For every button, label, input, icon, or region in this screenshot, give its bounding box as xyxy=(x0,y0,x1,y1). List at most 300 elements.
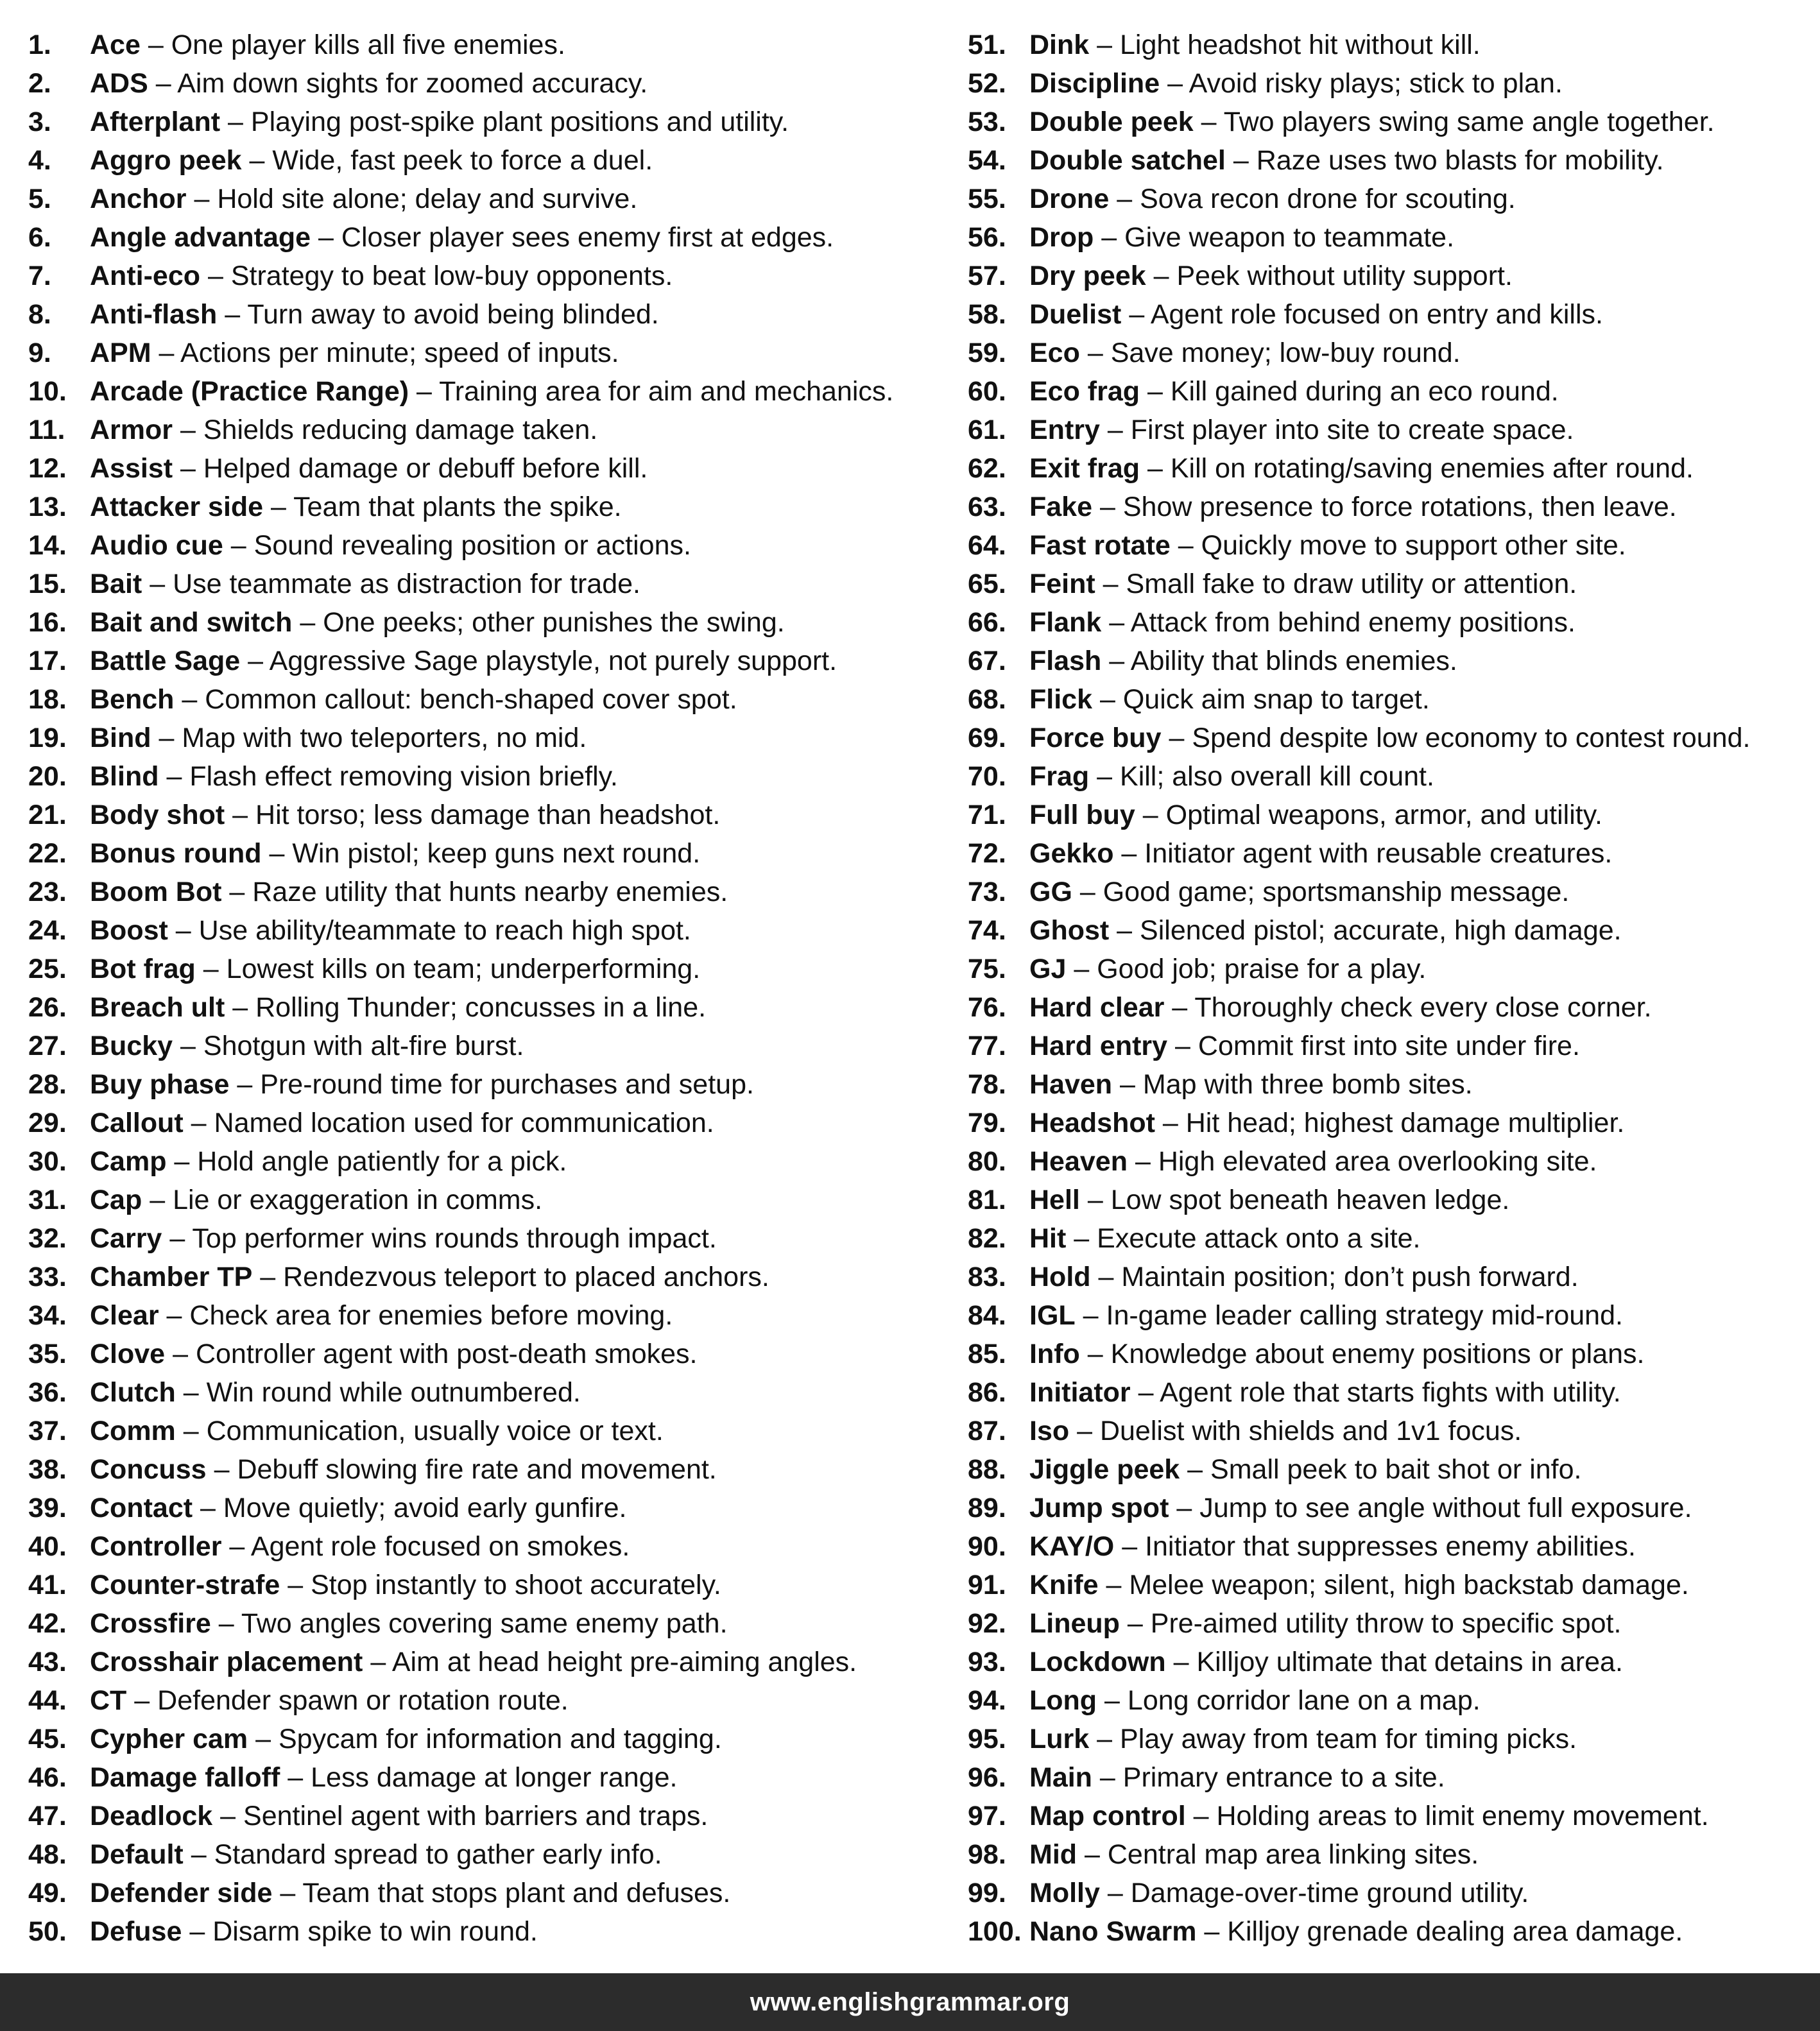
entry-term: Dry peek xyxy=(1029,261,1146,291)
glossary-entry xyxy=(28,1065,940,1104)
entry-separator: – xyxy=(237,1069,253,1100)
entry-term: Flick xyxy=(1029,684,1092,715)
entry-definition: Move quietly; avoid early gunfire. xyxy=(223,1493,627,1523)
entry-number: 91. xyxy=(968,1570,1006,1600)
entry-separator: – xyxy=(1122,1531,1138,1562)
entry-separator: – xyxy=(232,800,248,830)
entry-definition: Primary entrance to a site. xyxy=(1122,1762,1445,1793)
glossary-entry xyxy=(28,950,940,988)
entry-separator: – xyxy=(318,222,334,253)
entry-term: Main xyxy=(1029,1762,1092,1793)
entry-number: 5. xyxy=(28,184,51,214)
entry-separator: – xyxy=(159,338,175,368)
entry-definition: Duelist with shields and 1v1 focus. xyxy=(1099,1416,1522,1446)
entry-definition: Check area for enemies before moving. xyxy=(189,1300,673,1331)
entry-separator: – xyxy=(1117,915,1133,946)
glossary-entry xyxy=(28,1720,940,1758)
entry-definition: Knowledge about enemy positions or plans. xyxy=(1110,1339,1645,1369)
entry-term: Contact xyxy=(90,1493,193,1523)
entry-separator: – xyxy=(232,992,248,1023)
entry-separator: – xyxy=(1099,1762,1115,1793)
entry-number: 61. xyxy=(968,415,1006,445)
entry-term: Bait and switch xyxy=(90,607,293,638)
entry-separator: – xyxy=(248,646,264,676)
glossary-entry xyxy=(28,911,940,950)
entry-definition: Hold site alone; delay and survive. xyxy=(217,184,638,214)
entry-term: Lurk xyxy=(1029,1724,1090,1754)
entry-definition: Central map area linking sites. xyxy=(1107,1839,1479,1870)
glossary-entry xyxy=(28,719,940,757)
entry-term: Boost xyxy=(90,915,168,946)
entry-definition: Strategy to beat low-buy opponents. xyxy=(230,261,673,291)
entry-number: 4. xyxy=(28,145,51,176)
entry-number: 90. xyxy=(968,1531,1006,1562)
entry-number: 24. xyxy=(28,915,67,946)
entry-definition: Raze uses two blasts for mobility. xyxy=(1256,145,1664,176)
entry-term: Bench xyxy=(90,684,175,715)
glossary-entry xyxy=(28,1912,940,1951)
entry-number: 59. xyxy=(968,338,1006,368)
entry-definition: Long corridor lane on a map. xyxy=(1127,1685,1481,1716)
entry-separator: – xyxy=(300,607,316,638)
entry-term: Aggro peek xyxy=(90,145,242,176)
entry-definition: Sound revealing position or actions. xyxy=(253,530,691,561)
entry-term: Anchor xyxy=(90,184,187,214)
entry-number: 93. xyxy=(968,1647,1006,1677)
entry-separator: – xyxy=(1167,68,1183,99)
glossary-entry xyxy=(28,488,940,526)
glossary-entry xyxy=(28,603,940,642)
entry-definition: High elevated area overlooking site. xyxy=(1158,1146,1597,1177)
entry-number: 36. xyxy=(28,1377,67,1408)
entry-definition: Show presence to force rotations, then leave. xyxy=(1122,492,1677,522)
entry-number: 95. xyxy=(968,1724,1006,1754)
entry-number: 57. xyxy=(968,261,1006,291)
glossary-entry xyxy=(28,834,940,873)
glossary-entry xyxy=(968,1104,1815,1142)
glossary-entry xyxy=(968,1373,1815,1412)
entry-term: ADS xyxy=(90,68,148,99)
entry-term: Controller xyxy=(90,1531,222,1562)
entry-definition: Top performer wins rounds through impact. xyxy=(192,1223,717,1254)
entry-number: 88. xyxy=(968,1454,1006,1485)
glossary-entry xyxy=(968,950,1815,988)
entry-definition: Hit head; highest damage multiplier. xyxy=(1185,1108,1625,1138)
entry-number: 77. xyxy=(968,1031,1006,1061)
entry-separator: – xyxy=(1193,1801,1209,1831)
entry-separator: – xyxy=(271,492,286,522)
glossary-entry xyxy=(28,449,940,488)
entry-separator: – xyxy=(1175,1031,1190,1061)
entry-number: 100. xyxy=(968,1916,1022,1947)
glossary-entry xyxy=(28,1142,940,1181)
entry-separator: – xyxy=(1127,1608,1143,1639)
entry-definition: Silenced pistol; accurate, high damage. xyxy=(1140,915,1622,946)
entry-term: Lockdown xyxy=(1029,1647,1166,1677)
entry-separator: – xyxy=(1077,1416,1093,1446)
entry-separator: – xyxy=(1129,299,1145,330)
entry-term: Duelist xyxy=(1029,299,1122,330)
entry-separator: – xyxy=(1106,1570,1122,1600)
glossary-entry xyxy=(968,1720,1815,1758)
glossary-entry xyxy=(28,1027,940,1065)
entry-number: 84. xyxy=(968,1300,1006,1331)
glossary-entry xyxy=(968,1181,1815,1219)
entry-separator: – xyxy=(150,1185,166,1215)
entry-term: Bot frag xyxy=(90,954,196,984)
entry-number: 18. xyxy=(28,684,67,715)
entry-term: Clear xyxy=(90,1300,159,1331)
entry-separator: – xyxy=(269,838,285,869)
entry-definition: Debuff slowing fire rate and movement. xyxy=(237,1454,717,1485)
entry-separator: – xyxy=(288,1762,304,1793)
entry-number: 21. xyxy=(28,800,67,830)
glossary-entry xyxy=(968,1566,1815,1604)
entry-term: Drop xyxy=(1029,222,1094,253)
entry-separator: – xyxy=(288,1570,304,1600)
entry-definition: Sentinel agent with barriers and traps. xyxy=(243,1801,708,1831)
glossary-entry xyxy=(28,1566,940,1604)
entry-separator: – xyxy=(260,1262,276,1292)
entry-definition: Hit torso; less damage than headshot. xyxy=(255,800,721,830)
entry-term: Boom Bot xyxy=(90,877,222,907)
entry-separator: – xyxy=(166,761,182,792)
entry-term: Knife xyxy=(1029,1570,1099,1600)
glossary-entry xyxy=(968,1604,1815,1643)
entry-term: Defuse xyxy=(90,1916,182,1947)
entry-number: 3. xyxy=(28,107,51,137)
entry-definition: Defender spawn or rotation route. xyxy=(157,1685,569,1716)
entry-term: Armor xyxy=(90,415,173,445)
entry-term: Jump spot xyxy=(1029,1493,1169,1523)
glossary-entry xyxy=(968,180,1815,218)
entry-definition: Shields reducing damage taken. xyxy=(203,415,598,445)
entry-definition: Team that plants the spike. xyxy=(293,492,622,522)
entry-definition: Lie or exaggeration in comms. xyxy=(173,1185,543,1215)
entry-separator: – xyxy=(1138,1377,1154,1408)
entry-separator: – xyxy=(194,184,210,214)
entry-number: 64. xyxy=(968,530,1006,561)
entry-separator: – xyxy=(182,684,198,715)
glossary-entry xyxy=(968,1912,1815,1951)
entry-term: Buy phase xyxy=(90,1069,230,1100)
entry-separator: – xyxy=(175,915,191,946)
entry-term: Gekko xyxy=(1029,838,1114,869)
entry-term: Concuss xyxy=(90,1454,207,1485)
glossary-entry xyxy=(968,526,1815,565)
entry-number: 56. xyxy=(968,222,1006,253)
glossary-entry xyxy=(28,680,940,719)
glossary-entry xyxy=(968,141,1815,180)
entry-number: 6. xyxy=(28,222,51,253)
entry-number: 60. xyxy=(968,376,1006,407)
glossary-entry xyxy=(968,719,1815,757)
entry-number: 96. xyxy=(968,1762,1006,1793)
entry-term: Carry xyxy=(90,1223,162,1254)
entry-number: 29. xyxy=(28,1108,67,1138)
entry-term: Crosshair placement xyxy=(90,1647,363,1677)
entry-number: 2. xyxy=(28,68,51,99)
entry-separator: – xyxy=(1147,453,1163,484)
entry-term: Comm xyxy=(90,1416,176,1446)
glossary-entry xyxy=(28,1335,940,1373)
entry-number: 50. xyxy=(28,1916,67,1947)
entry-definition: Helped damage or debuff before kill. xyxy=(203,453,648,484)
entry-number: 68. xyxy=(968,684,1006,715)
entry-separator: – xyxy=(148,30,164,60)
entry-definition: Peek without utility support. xyxy=(1176,261,1513,291)
entry-separator: – xyxy=(1178,530,1194,561)
entry-definition: Give weapon to teammate. xyxy=(1124,222,1455,253)
entry-number: 20. xyxy=(28,761,67,792)
glossary-entry xyxy=(968,1489,1815,1527)
entry-term: Breach ult xyxy=(90,992,225,1023)
entry-definition: Stop instantly to shoot accurately. xyxy=(311,1570,721,1600)
entry-definition: Maintain position; don’t push forward. xyxy=(1121,1262,1579,1292)
entry-separator: – xyxy=(1172,992,1188,1023)
entry-definition: Hold angle patiently for a pick. xyxy=(197,1146,567,1177)
entry-definition: Aim at head height pre-aiming angles. xyxy=(391,1647,857,1677)
glossary-entry xyxy=(28,1296,940,1335)
entry-term: Molly xyxy=(1029,1878,1100,1908)
entry-number: 74. xyxy=(968,915,1006,946)
glossary-entry xyxy=(28,1373,940,1412)
entry-number: 11. xyxy=(28,415,65,445)
entry-number: 42. xyxy=(28,1608,67,1639)
entry-term: Double peek xyxy=(1029,107,1194,137)
entry-number: 62. xyxy=(968,453,1006,484)
entry-term: Cypher cam xyxy=(90,1724,248,1754)
entry-separator: – xyxy=(218,1608,234,1639)
glossary-entry xyxy=(28,526,940,565)
entry-definition: Flash effect removing vision briefly. xyxy=(189,761,618,792)
entry-definition: Use ability/teammate to reach high spot. xyxy=(198,915,691,946)
entry-separator: – xyxy=(1201,107,1217,137)
entry-definition: Common callout: bench-shaped cover spot. xyxy=(205,684,737,715)
glossary-entry xyxy=(28,180,940,218)
entry-number: 71. xyxy=(968,800,1006,830)
entry-term: Fast rotate xyxy=(1029,530,1171,561)
entry-definition: Map with three bomb sites. xyxy=(1142,1069,1473,1100)
entry-term: Damage falloff xyxy=(90,1762,280,1793)
entry-definition: Lowest kills on team; underperforming. xyxy=(226,954,701,984)
entry-definition: Communication, usually voice or text. xyxy=(206,1416,664,1446)
entry-separator: – xyxy=(200,1493,216,1523)
glossary-entry xyxy=(968,642,1815,680)
entry-term: Callout xyxy=(90,1108,184,1138)
glossary-entry xyxy=(968,1681,1815,1720)
glossary-entry xyxy=(28,372,940,411)
entry-term: Fake xyxy=(1029,492,1093,522)
entry-definition: Less damage at longer range. xyxy=(311,1762,678,1793)
entry-number: 23. xyxy=(28,877,67,907)
glossary-entry xyxy=(28,218,940,257)
entry-separator: – xyxy=(173,1339,188,1369)
entry-definition: Win pistol; keep guns next round. xyxy=(292,838,701,869)
glossary-entry xyxy=(968,1335,1815,1373)
entry-separator: – xyxy=(1099,684,1115,715)
entry-definition: Small fake to draw utility or attention. xyxy=(1126,569,1577,599)
glossary-entry xyxy=(968,411,1815,449)
entry-number: 87. xyxy=(968,1416,1006,1446)
entry-number: 55. xyxy=(968,184,1006,214)
entry-number: 49. xyxy=(28,1878,67,1908)
entry-number: 28. xyxy=(28,1069,67,1100)
glossary-entry xyxy=(968,1219,1815,1258)
entry-number: 38. xyxy=(28,1454,67,1485)
glossary-entry xyxy=(968,1027,1815,1065)
entry-term: Entry xyxy=(1029,415,1100,445)
entry-number: 16. xyxy=(28,607,67,638)
entry-term: Flank xyxy=(1029,607,1102,638)
entry-separator: – xyxy=(203,954,219,984)
entry-definition: Small peek to bait shot or info. xyxy=(1210,1454,1582,1485)
entry-number: 40. xyxy=(28,1531,67,1562)
entry-separator: – xyxy=(183,1416,199,1446)
entry-separator: – xyxy=(191,1108,207,1138)
glossary-entry xyxy=(968,449,1815,488)
glossary-entry xyxy=(968,334,1815,372)
glossary-entry xyxy=(968,372,1815,411)
entry-definition: Map with two teleporters, no mid. xyxy=(182,723,587,753)
entry-term: Iso xyxy=(1029,1416,1070,1446)
glossary-entry xyxy=(968,565,1815,603)
glossary-entry xyxy=(968,1874,1815,1912)
entry-number: 53. xyxy=(968,107,1006,137)
entry-separator: – xyxy=(1187,1454,1203,1485)
entry-separator: – xyxy=(1087,1185,1103,1215)
entry-separator: – xyxy=(155,68,171,99)
entry-number: 73. xyxy=(968,877,1006,907)
entry-definition: Killjoy ultimate that detains in area. xyxy=(1196,1647,1623,1677)
entry-number: 17. xyxy=(28,646,67,676)
footer-url[interactable]: www.englishgrammar.org xyxy=(750,1987,1070,2016)
glossary-entry xyxy=(28,257,940,295)
entry-number: 15. xyxy=(28,569,67,599)
entry-definition: Optimal weapons, armor, and utility. xyxy=(1165,800,1602,830)
entry-term: Bonus round xyxy=(90,838,262,869)
entry-number: 39. xyxy=(28,1493,67,1523)
entry-number: 63. xyxy=(968,492,1006,522)
entry-term: Dink xyxy=(1029,30,1090,60)
entry-number: 66. xyxy=(968,607,1006,638)
entry-term: Hell xyxy=(1029,1185,1080,1215)
entry-definition: Turn away to avoid being blinded. xyxy=(247,299,659,330)
entry-definition: Initiator agent with reusable creatures. xyxy=(1144,838,1613,869)
entry-definition: Damage-over-time ground utility. xyxy=(1130,1878,1529,1908)
entry-definition: Execute attack onto a site. xyxy=(1097,1223,1421,1254)
entry-definition: Good game; sportsmanship message. xyxy=(1103,877,1570,907)
entry-definition: Closer player sees enemy first at edges. xyxy=(341,222,834,253)
entry-term: Mid xyxy=(1029,1839,1077,1870)
entry-term: Lineup xyxy=(1029,1608,1120,1639)
entry-separator: – xyxy=(1169,723,1185,753)
entry-number: 26. xyxy=(28,992,67,1023)
entry-separator: – xyxy=(150,569,166,599)
entry-separator: – xyxy=(183,1377,199,1408)
glossary-entry xyxy=(968,1450,1815,1489)
entry-term: Anti-flash xyxy=(90,299,218,330)
entry-definition: Wide, fast peek to force a duel. xyxy=(272,145,653,176)
entry-term: Blind xyxy=(90,761,159,792)
entry-number: 25. xyxy=(28,954,67,984)
entry-definition: In-game leader calling strategy mid-round. xyxy=(1106,1300,1623,1331)
entry-number: 83. xyxy=(968,1262,1006,1292)
entry-term: Double satchel xyxy=(1029,145,1226,176)
entry-number: 48. xyxy=(28,1839,67,1870)
entry-definition: Training area for aim and mechanics. xyxy=(439,376,894,407)
entry-separator: – xyxy=(1085,1839,1100,1870)
glossary-entry xyxy=(968,103,1815,141)
entry-definition: Aim down sights for zoomed accuracy. xyxy=(177,68,648,99)
entry-definition: Named location used for communication. xyxy=(214,1108,714,1138)
entry-separator: – xyxy=(1097,761,1113,792)
glossary-entry xyxy=(28,1797,940,1835)
entry-number: 9. xyxy=(28,338,51,368)
entry-number: 10. xyxy=(28,376,67,407)
entry-definition: Rolling Thunder; concusses in a line. xyxy=(255,992,707,1023)
glossary-entry xyxy=(968,488,1815,526)
entry-definition: Spend despite low economy to contest round. xyxy=(1192,723,1751,753)
entry-term: Heaven xyxy=(1029,1146,1128,1177)
entry-term: IGL xyxy=(1029,1300,1076,1331)
glossary-entry xyxy=(968,796,1815,834)
entry-term: Cap xyxy=(90,1185,142,1215)
entry-number: 80. xyxy=(968,1146,1006,1177)
entry-number: 85. xyxy=(968,1339,1006,1369)
glossary-entry xyxy=(968,1412,1815,1450)
glossary-entry xyxy=(968,834,1815,873)
entry-separator: – xyxy=(255,1724,271,1754)
entry-term: Arcade (Practice Range) xyxy=(90,376,409,407)
entry-term: Hold xyxy=(1029,1262,1091,1292)
entry-term: Jiggle peek xyxy=(1029,1454,1180,1485)
entry-term: Ace xyxy=(90,30,141,60)
entry-term: GG xyxy=(1029,877,1072,907)
glossary-entry xyxy=(28,1489,940,1527)
entry-definition: Rendezvous teleport to placed anchors. xyxy=(283,1262,769,1292)
entry-term: Hard entry xyxy=(1029,1031,1168,1061)
entry-number: 97. xyxy=(968,1801,1006,1831)
entry-separator: – xyxy=(1087,1339,1103,1369)
entry-separator: – xyxy=(1204,1916,1220,1947)
glossary-entry xyxy=(968,1643,1815,1681)
entry-term: Feint xyxy=(1029,569,1095,599)
entry-definition: Sova recon drone for scouting. xyxy=(1140,184,1516,214)
entry-definition: Melee weapon; silent, high backstab damage. xyxy=(1129,1570,1689,1600)
glossary-entry xyxy=(28,1219,940,1258)
entry-term: Eco frag xyxy=(1029,376,1140,407)
entry-definition: Actions per minute; speed of inputs. xyxy=(180,338,619,368)
glossary-entry xyxy=(968,680,1815,719)
entry-separator: – xyxy=(1083,1300,1099,1331)
glossary-entry xyxy=(968,873,1815,911)
entry-separator: – xyxy=(1079,877,1095,907)
entry-definition: Use teammate as distraction for trade. xyxy=(173,569,640,599)
entry-term: Clove xyxy=(90,1339,166,1369)
entry-number: 12. xyxy=(28,453,67,484)
entry-number: 14. xyxy=(28,530,67,561)
entry-number: 70. xyxy=(968,761,1006,792)
entry-number: 69. xyxy=(968,723,1006,753)
entry-number: 58. xyxy=(968,299,1006,330)
entry-term: Body shot xyxy=(90,800,225,830)
glossary-entry xyxy=(968,911,1815,950)
entry-term: Battle Sage xyxy=(90,646,241,676)
entry-separator: – xyxy=(159,723,175,753)
entry-number: 72. xyxy=(968,838,1006,869)
entry-separator: – xyxy=(134,1685,150,1716)
